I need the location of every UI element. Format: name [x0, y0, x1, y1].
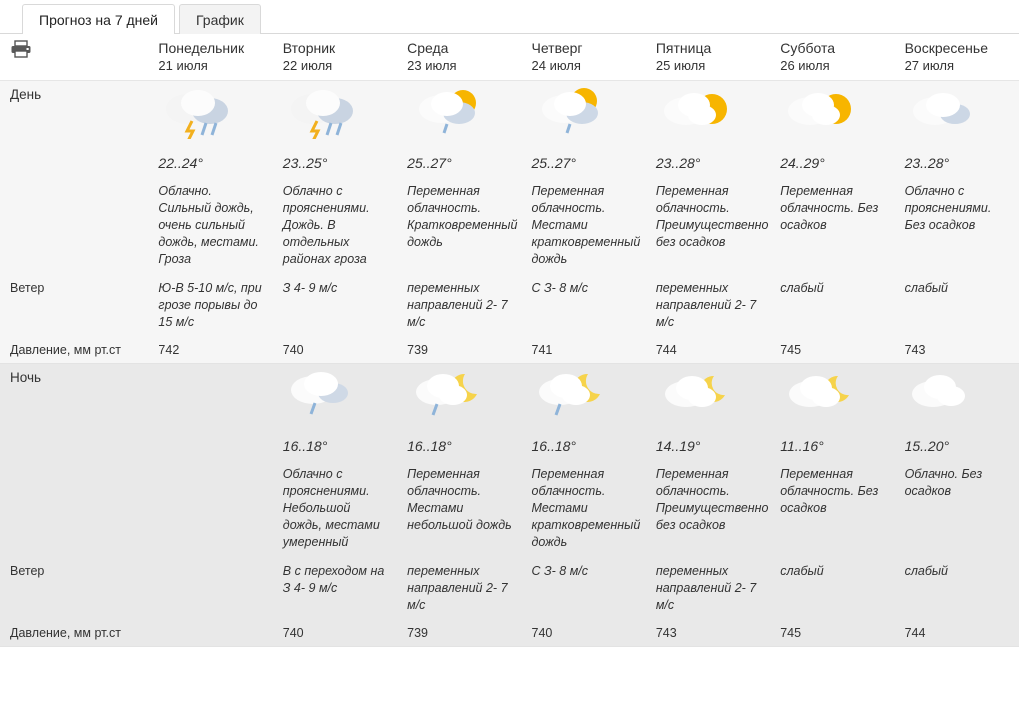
moon-cloud-rain-icon	[407, 370, 489, 422]
weather-description	[148, 460, 272, 557]
spacer-cell	[0, 177, 148, 274]
row-label-pressure: Давление, мм рт.ст	[0, 620, 148, 647]
forecast-table	[0, 34, 1019, 647]
day-header	[646, 34, 770, 81]
temperature-value: 11..16°	[770, 432, 894, 460]
printer-icon	[10, 40, 32, 58]
moon-cloud-icon	[780, 370, 862, 422]
temperature-value: 16..18°	[397, 432, 521, 460]
print-button[interactable]	[0, 34, 148, 81]
weather-icon-cell	[895, 364, 1019, 433]
weather-description: Переменная облачность. Кратковременный дождь	[397, 177, 521, 274]
day-name: Вторник	[282, 40, 336, 56]
day-date: 23 июля	[407, 58, 457, 73]
wind-value: переменных направлений 2- 7 м/с	[646, 557, 770, 620]
weather-description: Переменная облачность. Преимущественно без осадков	[646, 177, 770, 274]
night-description-row	[0, 460, 1019, 557]
night-wind-row	[0, 557, 1019, 620]
weather-description: Облачно с прояснениями. Небольшой дождь, местами умеренный	[273, 460, 397, 557]
day-header	[148, 34, 272, 81]
weather-description: Переменная облачность. Без осадков	[770, 460, 894, 557]
temperature-value: 23..28°	[646, 149, 770, 177]
pressure-value: 739	[397, 337, 521, 364]
weather-icon-cell	[397, 364, 521, 433]
section-label-day: День	[0, 81, 148, 150]
tab-bar	[0, 0, 1019, 34]
wind-value: Ю-В 5-10 м/с, при грозе порывы до 15 м/с	[148, 274, 272, 337]
moon-cloud-rain-icon	[532, 370, 614, 422]
day-wind-row	[0, 274, 1019, 337]
pressure-value: 740	[273, 620, 397, 647]
pressure-value: 745	[770, 337, 894, 364]
weather-description: Облачно. Сильный дождь, очень сильный дождь, местами. Гроза	[148, 177, 272, 274]
weather-description: Переменная облачность. Местами кратковременный дождь	[522, 177, 646, 274]
weather-description: Переменная облачность. Без осадков	[770, 177, 894, 274]
pressure-value: 741	[522, 337, 646, 364]
day-name: Среда	[407, 40, 449, 56]
tab-forecast-7days[interactable]: Прогноз на 7 дней	[22, 4, 175, 34]
weather-icon-cell	[770, 81, 894, 150]
cloud-icon	[905, 87, 987, 139]
wind-value: слабый	[770, 274, 894, 337]
day-date: 22 июля	[282, 58, 333, 73]
sun-cloud-rain-icon	[532, 87, 614, 139]
pressure-value: 742	[148, 337, 272, 364]
weather-icon-cell	[273, 81, 397, 150]
rain-thunder-cloud-icon	[158, 87, 240, 139]
weather-icon-cell	[522, 364, 646, 433]
pressure-value: 739	[397, 620, 521, 647]
spacer-cell	[0, 432, 148, 460]
temperature-value: 22..24°	[148, 149, 272, 177]
night-temperature-row	[0, 432, 1019, 460]
weather-description: Облачно. Без осадков	[895, 460, 1019, 557]
weather-description: Облачно с прояснениями. Дождь. В отдельных районах гроза	[273, 177, 397, 274]
weather-icon-cell	[397, 81, 521, 150]
spacer-cell	[0, 149, 148, 177]
row-label-pressure: Давление, мм рт.ст	[0, 337, 148, 364]
wind-value: В с переходом на З 4- 9 м/с	[273, 557, 397, 620]
day-header	[895, 34, 1019, 81]
pressure-value: 745	[770, 620, 894, 647]
tab-chart[interactable]: График	[179, 4, 261, 34]
wind-value: слабый	[770, 557, 894, 620]
weather-icon-cell	[770, 364, 894, 433]
temperature-value: 16..18°	[273, 432, 397, 460]
moon-cloud-icon	[656, 370, 738, 422]
day-name: Воскресенье	[904, 40, 988, 56]
temperature-value: 25..27°	[522, 149, 646, 177]
day-date: 25 июля	[655, 58, 706, 73]
weather-description: Переменная облачность. Преимущественно без осадков	[646, 460, 770, 557]
rain-cloud-icon	[283, 370, 365, 422]
day-date: 26 июля	[780, 58, 830, 73]
temperature-value	[148, 432, 272, 460]
spacer-cell	[0, 460, 148, 557]
wind-value: переменных направлений 2- 7 м/с	[397, 557, 521, 620]
temperature-value: 15..20°	[895, 432, 1019, 460]
day-header	[397, 34, 521, 81]
section-label-night: Ночь	[0, 364, 148, 433]
row-label-wind: Ветер	[0, 557, 148, 620]
pressure-value: 744	[895, 620, 1019, 647]
cloud-icon	[905, 370, 987, 422]
day-pressure-row	[0, 337, 1019, 364]
temperature-value: 25..27°	[397, 149, 521, 177]
temperature-value: 24..29°	[770, 149, 894, 177]
pressure-value: 743	[646, 620, 770, 647]
temperature-value: 23..25°	[273, 149, 397, 177]
weather-icon-cell	[646, 364, 770, 433]
pressure-value	[148, 620, 272, 647]
weather-icon-cell	[895, 81, 1019, 150]
temperature-value: 16..18°	[522, 432, 646, 460]
row-label-wind: Ветер	[0, 274, 148, 337]
wind-value: С З- 8 м/с	[522, 274, 646, 337]
pressure-value: 743	[895, 337, 1019, 364]
weather-description: Переменная облачность. Местами небольшой дождь	[397, 460, 521, 557]
wind-value	[148, 557, 272, 620]
wind-value: слабый	[895, 557, 1019, 620]
night-pressure-row	[0, 620, 1019, 647]
weather-description: Переменная облачность. Местами кратковременный дождь	[522, 460, 646, 557]
temperature-value: 23..28°	[895, 149, 1019, 177]
day-header	[522, 34, 646, 81]
day-name: Пятница	[655, 40, 712, 56]
temperature-value: 14..19°	[646, 432, 770, 460]
pressure-value: 744	[646, 337, 770, 364]
pressure-value: 740	[522, 620, 646, 647]
day-date: 24 июля	[531, 58, 581, 73]
weather-description: Облачно с прояснениями. Без осадков	[895, 177, 1019, 274]
sun-cloud-icon	[780, 87, 862, 139]
weather-icon-cell	[148, 81, 272, 150]
weather-icon-cell	[148, 364, 272, 433]
pressure-value: 740	[273, 337, 397, 364]
day-date: 21 июля	[158, 58, 208, 73]
wind-value: слабый	[895, 274, 1019, 337]
day-header	[273, 34, 397, 81]
table-header-row	[0, 34, 1019, 81]
night-icons-row	[0, 364, 1019, 433]
day-name: Четверг	[531, 40, 583, 56]
day-icons-row	[0, 81, 1019, 150]
wind-value: переменных направлений 2- 7 м/с	[646, 274, 770, 337]
day-date: 27 июля	[904, 58, 955, 73]
sun-cloud-icon	[656, 87, 738, 139]
wind-value: З 4- 9 м/с	[273, 274, 397, 337]
wind-value: переменных направлений 2- 7 м/с	[397, 274, 521, 337]
weather-icon-cell	[646, 81, 770, 150]
day-temperature-row	[0, 149, 1019, 177]
weather-icon-cell	[273, 364, 397, 433]
day-description-row	[0, 177, 1019, 274]
sun-cloud-rain-icon	[407, 87, 489, 139]
wind-value: С З- 8 м/с	[522, 557, 646, 620]
rain-thunder-cloud-icon	[283, 87, 365, 139]
weather-icon-cell	[522, 81, 646, 150]
day-name: Суббота	[780, 40, 836, 56]
day-name: Понедельник	[158, 40, 245, 56]
day-header	[770, 34, 894, 81]
